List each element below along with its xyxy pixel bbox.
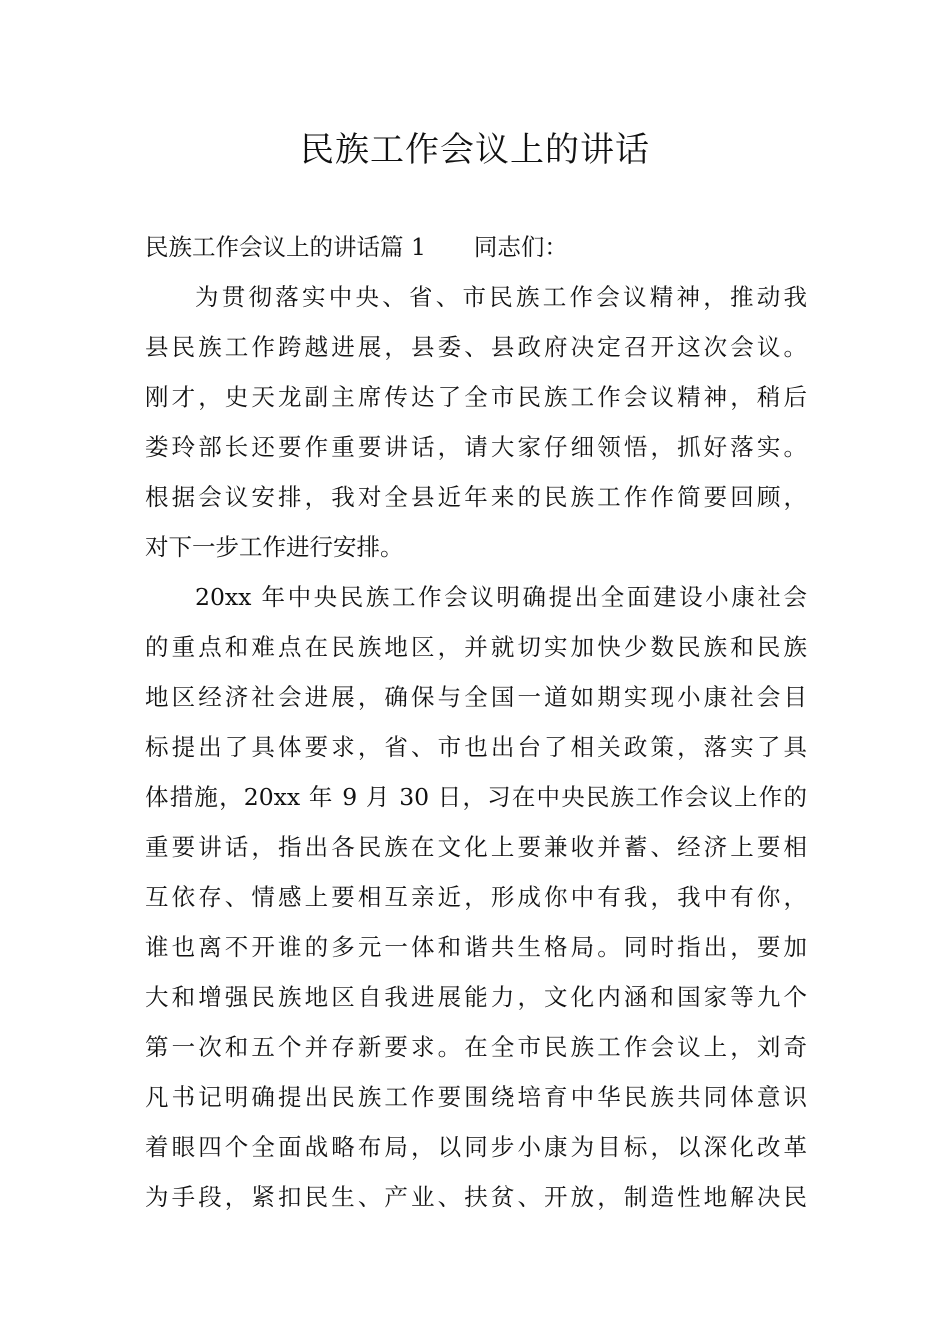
text-line: 县民族工作跨越进展，县委、县政府决定召开这次会议。 [145,333,807,361]
text-line: 体措施，20xx 年 9 月 30 日，习在中央民族工作会议上作的 [145,783,807,811]
section-heading: 民族工作会议上的讲话篇 1 [145,233,426,261]
text-line: 地区经济社会进展，确保与全国一道如期实现小康社会目 [145,683,807,711]
paragraph-2 [145,572,807,1222]
text-line: 第一次和五个并存新要求。在全市民族工作会议上，刘奇 [145,1033,807,1061]
text-line: 刚才，史天龙副主席传达了全市民族工作会议精神，稍后 [145,383,807,411]
text-line: 大和增强民族地区自我进展能力，文化内涵和国家等九个 [145,983,807,1011]
document-body [145,222,807,1222]
text-line: 互依存、情感上要相互亲近，形成你中有我，我中有你， [145,883,807,911]
text-line: 重要讲话，指出各民族在文化上要兼收并蓄、经济上要相 [145,833,807,861]
text-line: 根据会议安排，我对全县近年来的民族工作作简要回顾， [145,483,807,511]
salutation: 同志们： [473,233,568,261]
paragraph-1 [145,272,807,572]
text-line: 对下一步工作进行安排。 [145,533,404,561]
text-line: 20xx 年中央民族工作会议明确提出全面建设小康社会 [195,583,807,611]
text-line: 为手段，紧扣民生、产业、扶贫、开放，制造性地解决民 [145,1183,807,1211]
text-line: 谁也离不开谁的多元一体和谐共生格局。同时指出，要加 [145,933,807,961]
text-line: 着眼四个全面战略布局，以同步小康为目标，以深化改革 [145,1133,807,1161]
heading-line [145,222,807,272]
text-line: 的重点和难点在民族地区，并就切实加快少数民族和民族 [145,633,807,661]
text-line: 标提出了具体要求，省、市也出台了相关政策，落实了具 [145,733,807,761]
text-line: 为贯彻落实中央、省、市民族工作会议精神，推动我 [195,283,807,311]
text-line: 凡书记明确提出民族工作要围绕培育中华民族共同体意识 [145,1083,807,1111]
document-title: 民族工作会议上的讲话 [300,130,650,170]
text-line: 娄玲部长还要作重要讲话，请大家仔细领悟，抓好落实。 [145,433,807,461]
